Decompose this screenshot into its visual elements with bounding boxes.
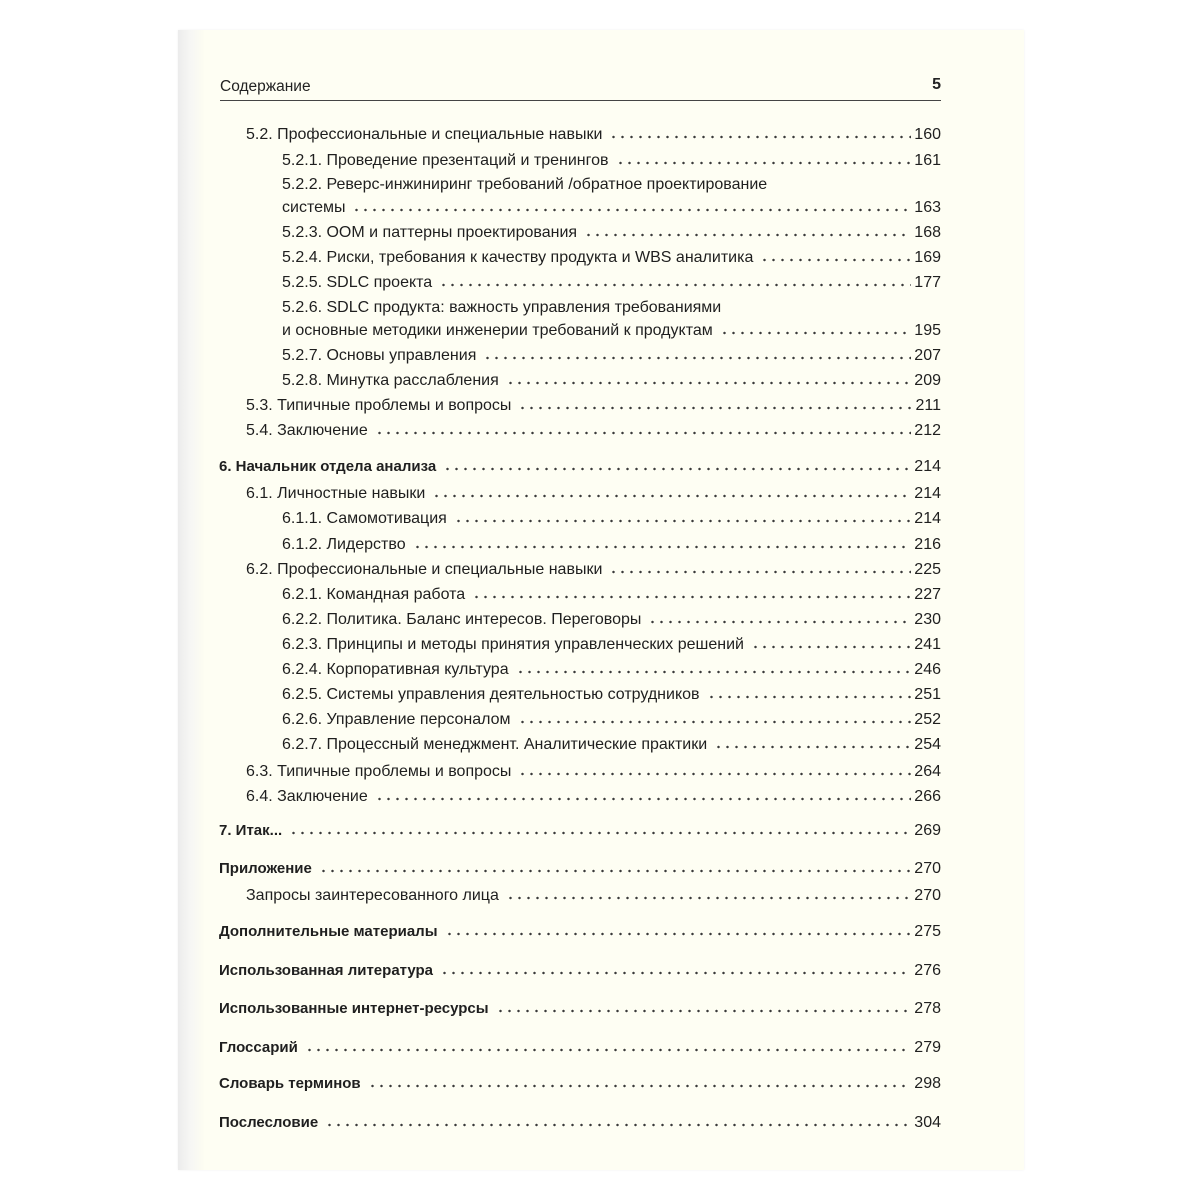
toc-entry-page: 216 bbox=[914, 536, 941, 553]
toc-entry-page: 269 bbox=[914, 822, 941, 839]
toc-entry-title: Дополнительные материалы bbox=[219, 923, 438, 940]
toc-entry-title: 6.4. Заключение bbox=[246, 788, 368, 805]
toc-entry bbox=[282, 735, 941, 755]
toc-chapter bbox=[219, 457, 941, 477]
dot-leader bbox=[319, 869, 911, 873]
toc-entry bbox=[246, 396, 941, 416]
dot-leader bbox=[518, 720, 912, 724]
toc-entry bbox=[282, 509, 941, 529]
toc-entry-page: 168 bbox=[914, 224, 941, 241]
toc-entry-title: Запросы заинтересованного лица bbox=[246, 887, 499, 904]
toc-entry-page: 266 bbox=[914, 788, 941, 805]
dot-leader bbox=[375, 797, 912, 801]
toc-entry-page: 177 bbox=[914, 274, 941, 291]
toc-chapter bbox=[219, 1113, 941, 1133]
dot-leader bbox=[439, 283, 911, 287]
toc-entry-title-line: 5.2.2. Реверс-инжиниринг требований /обратное проектирование bbox=[282, 176, 768, 193]
dot-leader bbox=[720, 331, 912, 335]
header-page-number: 5 bbox=[932, 76, 941, 93]
toc-entry-page: 252 bbox=[914, 711, 941, 728]
toc-entry-page: 276 bbox=[914, 962, 941, 979]
toc-entry-page: 241 bbox=[914, 636, 941, 653]
dot-leader bbox=[584, 233, 911, 237]
dot-leader bbox=[516, 670, 912, 674]
toc-entry-page: 254 bbox=[914, 736, 941, 753]
dot-leader bbox=[432, 494, 911, 498]
dot-leader bbox=[616, 161, 912, 165]
toc-entry-title: 6.2.1. Командная работа bbox=[282, 586, 466, 603]
toc-entry-title: 6.2.4. Корпоративная культура bbox=[282, 661, 509, 678]
toc-entry bbox=[282, 585, 941, 605]
dot-leader bbox=[289, 831, 911, 835]
dot-leader bbox=[445, 932, 912, 936]
toc-chapter bbox=[219, 821, 941, 841]
toc-entry-title: 6.2.3. Принципы и методы принятия управленческих решений bbox=[282, 636, 744, 653]
toc-entry-page: 161 bbox=[914, 152, 941, 169]
toc-entry-title: 6.1. Личностные навыки bbox=[246, 485, 426, 502]
header-title: Содержание bbox=[220, 78, 311, 95]
dot-leader bbox=[325, 1123, 911, 1127]
toc-entry-page: 214 bbox=[914, 485, 941, 502]
dot-leader bbox=[751, 645, 911, 649]
toc-chapter bbox=[219, 1074, 941, 1094]
dot-leader bbox=[454, 519, 911, 523]
toc-entry-title: Словарь терминов bbox=[219, 1075, 361, 1092]
dot-leader bbox=[609, 570, 911, 574]
toc-entry-title: 5.2.3. ООМ и паттерны проектирования bbox=[282, 224, 578, 241]
toc-chapter bbox=[219, 999, 941, 1019]
toc-entry-page: 209 bbox=[914, 372, 941, 389]
toc-entry-page: 214 bbox=[914, 458, 941, 475]
toc-entry-title: 6.2.5. Системы управления деятельностью сотрудников bbox=[282, 686, 700, 703]
dot-leader bbox=[609, 135, 911, 139]
toc-entry-page: 212 bbox=[914, 422, 941, 439]
toc-entry bbox=[282, 685, 941, 705]
dot-leader bbox=[352, 208, 911, 212]
dot-leader bbox=[760, 258, 911, 262]
toc-entry bbox=[246, 886, 941, 906]
toc-entry-page: 227 bbox=[914, 586, 941, 603]
toc-entry-title: 5.2.4. Риски, требования к качеству продукта и WBS аналитика bbox=[282, 249, 754, 266]
toc-entry-title: 6.2.2. Политика. Баланс интересов. Переговоры bbox=[282, 611, 642, 628]
toc-entry bbox=[282, 248, 941, 268]
toc-entry-title: Использованные интернет-ресурсы bbox=[219, 1000, 489, 1017]
dot-leader bbox=[506, 381, 912, 385]
dot-leader bbox=[518, 406, 912, 410]
toc-entry-page: 298 bbox=[914, 1075, 941, 1092]
dot-leader bbox=[305, 1048, 911, 1052]
toc-entry bbox=[246, 762, 941, 782]
toc-entry-page: 163 bbox=[914, 199, 941, 216]
toc-entry bbox=[246, 421, 941, 441]
toc-entry-page: 214 bbox=[914, 510, 941, 527]
toc-entry-page: 275 bbox=[914, 923, 941, 940]
toc-entry-title: 5.3. Типичные проблемы и вопросы bbox=[246, 397, 512, 414]
toc-entry-page: 270 bbox=[914, 887, 941, 904]
dot-leader bbox=[483, 356, 911, 360]
toc-entry-page: 160 bbox=[914, 126, 941, 143]
toc-entry-page: 230 bbox=[914, 611, 941, 628]
toc-entry bbox=[282, 346, 941, 366]
dot-leader bbox=[443, 467, 911, 471]
dot-leader bbox=[506, 896, 911, 900]
toc-entry-title: Глоссарий bbox=[219, 1039, 298, 1056]
dot-leader bbox=[472, 595, 911, 599]
running-header bbox=[220, 76, 941, 98]
toc-entry bbox=[246, 560, 941, 580]
toc-chapter bbox=[219, 922, 941, 942]
toc-entry-page: 251 bbox=[914, 686, 941, 703]
toc-entry-title: 5.2.1. Проведение презентаций и тренингов bbox=[282, 152, 609, 169]
toc-entry bbox=[282, 198, 941, 218]
toc-entry bbox=[246, 125, 941, 145]
toc-entry bbox=[246, 787, 941, 807]
toc-entry bbox=[282, 273, 941, 293]
toc-entry-title: 5.2. Профессиональные и специальные навыки bbox=[246, 126, 603, 143]
dot-leader bbox=[496, 1009, 912, 1013]
toc-chapter bbox=[219, 1038, 941, 1058]
toc-entry-page: 207 bbox=[914, 347, 941, 364]
toc-entry-page: 195 bbox=[914, 322, 941, 339]
toc-entry-page: 279 bbox=[914, 1039, 941, 1056]
toc-entry-title: Послесловие bbox=[219, 1114, 319, 1131]
toc-entry-title: 6.3. Типичные проблемы и вопросы bbox=[246, 763, 512, 780]
toc-entry-page: 246 bbox=[914, 661, 941, 678]
toc-entry-title: Использованная литература bbox=[219, 962, 434, 979]
dot-leader bbox=[413, 545, 912, 549]
toc-entry-title: и основные методики инженерии требований к продуктам bbox=[282, 322, 713, 339]
toc-entry bbox=[282, 371, 941, 391]
toc-entry-page: 169 bbox=[914, 249, 941, 266]
page-binding-shadow bbox=[178, 30, 204, 1170]
toc-entry bbox=[282, 660, 941, 680]
toc-entry bbox=[282, 610, 941, 630]
toc-entry-title: 5.2.5. SDLC проекта bbox=[282, 274, 433, 291]
toc-entry bbox=[282, 151, 941, 171]
toc-entry bbox=[282, 535, 941, 555]
toc-entry-title: Приложение bbox=[219, 860, 312, 877]
dot-leader bbox=[375, 431, 912, 435]
toc-entry-title: 5.4. Заключение bbox=[246, 422, 368, 439]
toc-entry bbox=[282, 321, 941, 341]
toc-entry-page: 225 bbox=[914, 561, 941, 578]
toc-entry-title-line: 5.2.6. SDLC продукта: важность управления требованиями bbox=[282, 299, 722, 316]
toc-entry-title: 6.1.1. Самомотивация bbox=[282, 510, 447, 527]
toc-entry-title: 6.2.7. Процессный менеджмент. Аналитические практики bbox=[282, 736, 708, 753]
toc-entry bbox=[282, 635, 941, 655]
toc-entry-title: системы bbox=[282, 199, 346, 216]
toc-entry-title: 6. Начальник отдела анализа bbox=[219, 458, 437, 475]
toc-chapter bbox=[219, 859, 941, 879]
toc-entry-title: 7. Итак... bbox=[219, 822, 283, 839]
dot-leader bbox=[440, 971, 911, 975]
toc-entry-title: 5.2.8. Минутка расслабления bbox=[282, 372, 499, 389]
toc-entry-title: 6.2.6. Управление персоналом bbox=[282, 711, 511, 728]
toc-entry bbox=[282, 710, 941, 730]
toc-entry-page: 270 bbox=[914, 860, 941, 877]
toc-entry-page: 304 bbox=[914, 1114, 941, 1131]
toc-entry-page: 264 bbox=[914, 763, 941, 780]
dot-leader bbox=[714, 745, 911, 749]
toc-entry bbox=[282, 223, 941, 243]
dot-leader bbox=[518, 772, 911, 776]
dot-leader bbox=[368, 1084, 912, 1088]
toc-entry bbox=[246, 484, 941, 504]
toc-entry-page: 211 bbox=[915, 397, 941, 414]
dot-leader bbox=[648, 620, 911, 624]
dot-leader bbox=[707, 695, 912, 699]
toc-entry-title: 5.2.7. Основы управления bbox=[282, 347, 477, 364]
toc-entry-title: 6.2. Профессиональные и специальные навыки bbox=[246, 561, 603, 578]
header-rule bbox=[220, 100, 941, 101]
toc-entry-title: 6.1.2. Лидерство bbox=[282, 536, 406, 553]
toc-chapter bbox=[219, 961, 941, 981]
toc-entry-page: 278 bbox=[914, 1000, 941, 1017]
